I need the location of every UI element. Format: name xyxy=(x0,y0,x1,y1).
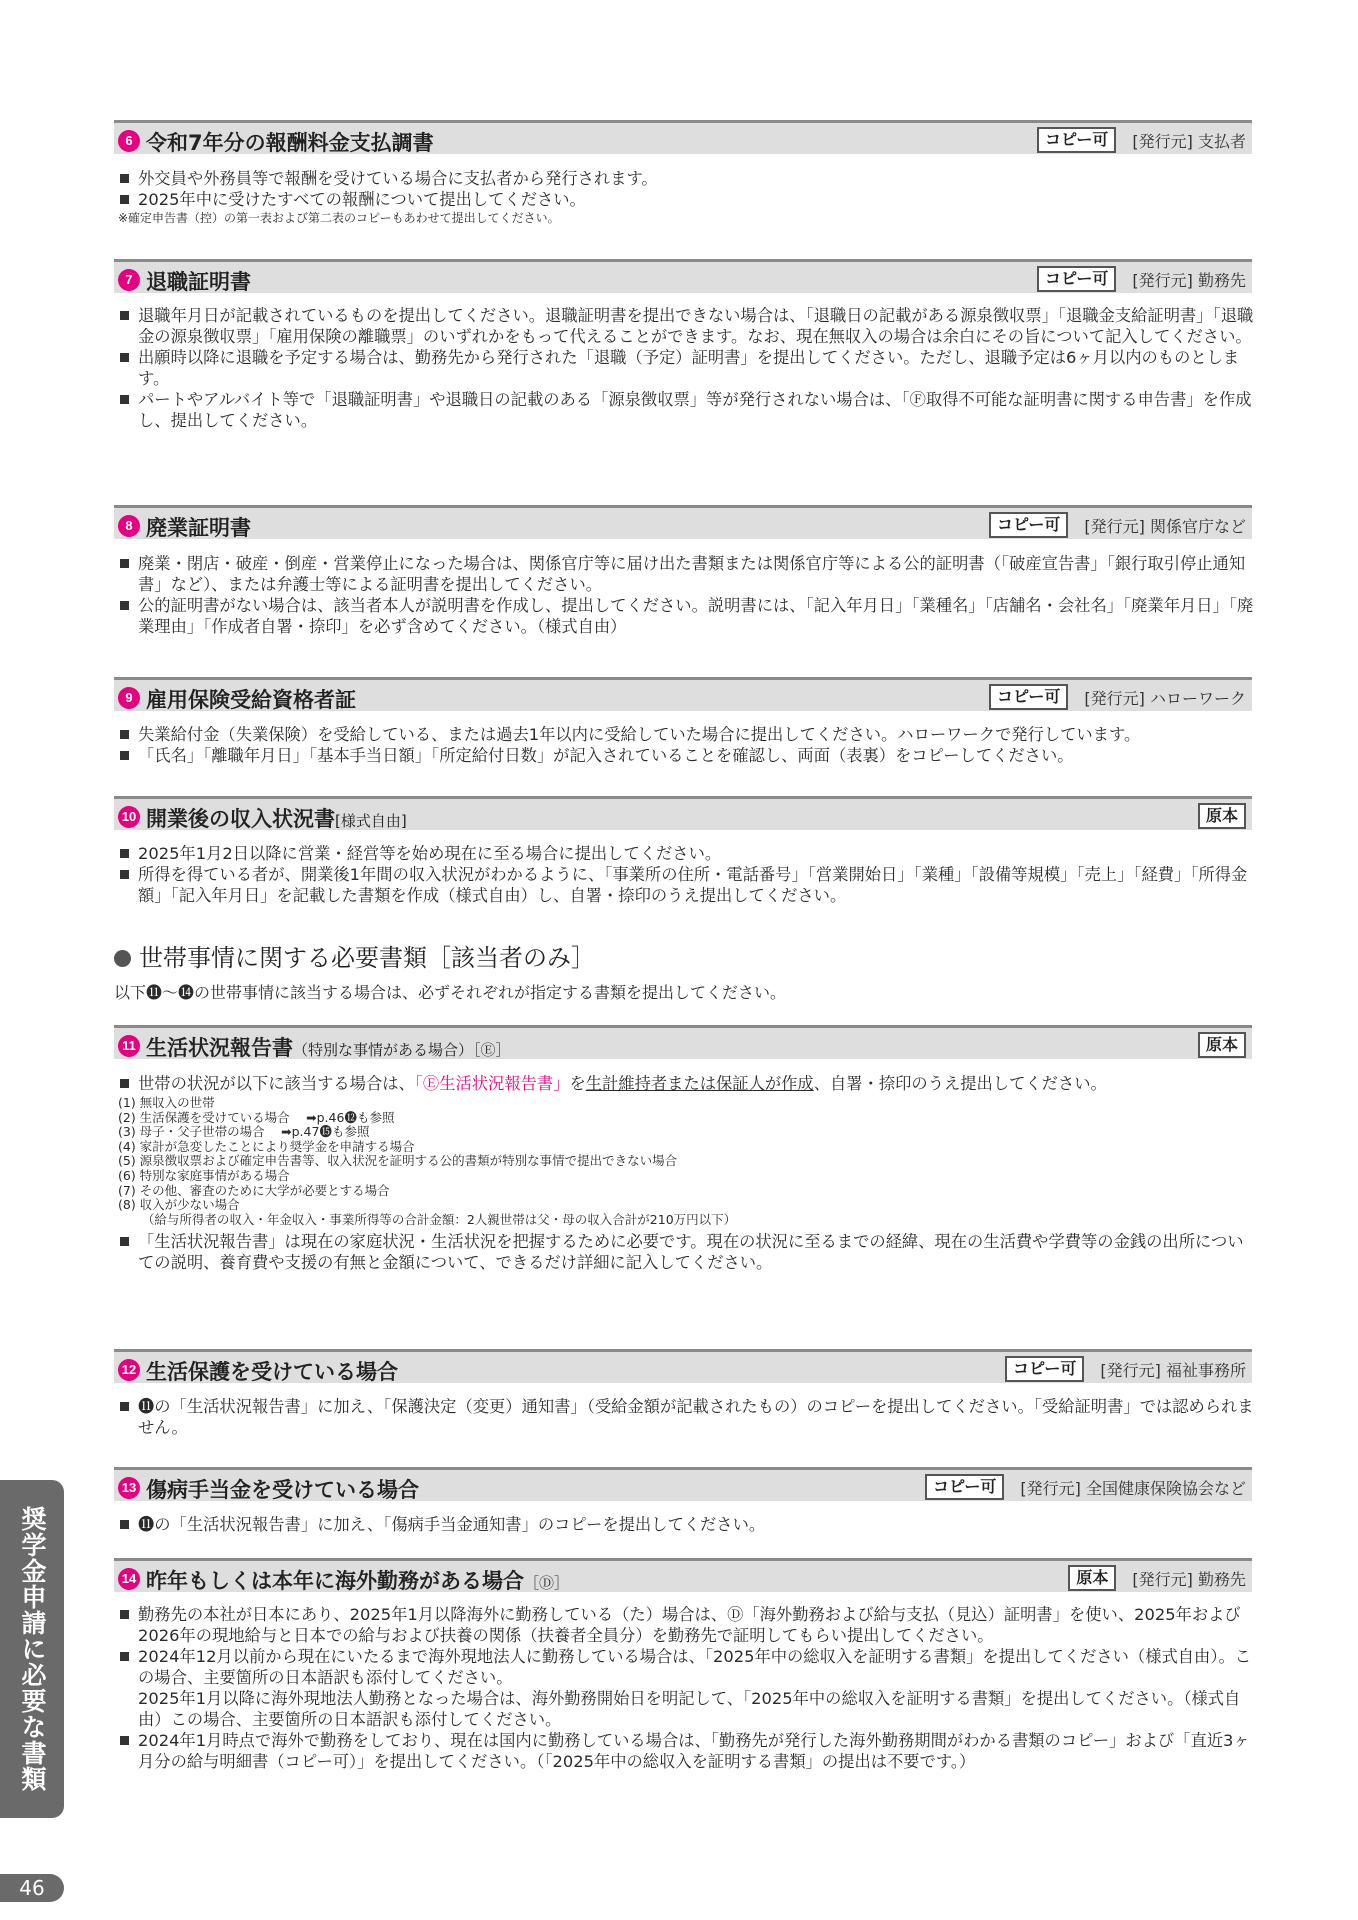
section-7-body xyxy=(118,305,1258,431)
section-title xyxy=(146,803,407,833)
section-9-body xyxy=(118,724,1258,766)
text: 、自署・捺印のうえ提出してください。 xyxy=(813,1074,1107,1093)
issuer-label: [発行元] 勤務先 xyxy=(1132,1569,1246,1589)
title-text: 生活状況報告書 xyxy=(146,1036,293,1060)
section-number: 13 xyxy=(118,1477,140,1499)
title-text: 昨年もしくは本年に海外勤務がある場合 xyxy=(146,1569,524,1593)
copy-ok-badge: コピー可 xyxy=(925,1474,1004,1500)
section-12-body xyxy=(118,1396,1258,1438)
underlined-text: 生計維持者または保証人が作成 xyxy=(585,1074,814,1093)
issuer-label: [発行元] 全国健康保険協会など xyxy=(1020,1478,1246,1498)
section-title: 退職証明書 xyxy=(146,270,251,294)
issuer-label: [発行元] 勤務先 xyxy=(1132,270,1246,290)
condition-item: (6) 特別な家庭事情がある場合 xyxy=(118,1167,290,1183)
bullet-item: 2024年12月以前から現在にいたるまで海外現地法人に勤務している場合は、「2025年中の総収入を証明する書類」を提出してください（様式自由）。この場合、主要箇所の日本語訳も添付してください。 xyxy=(118,1646,1258,1688)
bullet-item: 廃業・閉店・破産・倒産・営業停止になった場合は、関係官庁等に届け出た書類または関係官庁等による公的証明書（「破産宣告書」「銀行取引停止通知書」など）、または弁護士等による証明書を提出してください。 xyxy=(118,553,1258,595)
bullet-item: ⓫の「生活状況報告書」に加え、「傷病手当金通知書」のコピーを提出してください。 xyxy=(118,1514,1258,1535)
section-number: 10 xyxy=(118,806,140,828)
section-number: 8 xyxy=(118,515,140,537)
bullet-item: 2024年1月時点で海外で勤務をしており、現在は国内に勤務している場合は、「勤務先が発行した海外勤務期間がわかる書類のコピー」および「直近3ヶ月分の給与明細書（コピー可）」を提出してください。（「2025年中の総収入を証明する書類」の提出は不要です。） xyxy=(118,1730,1258,1772)
section-6-body xyxy=(118,168,1258,226)
original-badge: 原本 xyxy=(1068,1565,1116,1591)
bullet-item xyxy=(118,1073,1258,1094)
section-number: 12 xyxy=(118,1359,140,1381)
condition-item: (2) 生活保護を受けている場合 ➡p.46⓬も参照 xyxy=(118,1109,395,1125)
condition-item: (1) 無収入の世帯 xyxy=(118,1095,215,1110)
bullet-item: 所得を得ている者が、開業後1年間の収入状況がわかるように、「事業所の住所・電話番号」「営業開始日」「業種」「設備等規模」「売上」「経費」「所得金額」「記入年月日」を記載した書類を作成（様式自由）し、自署・捺印のうえ提出してください。 xyxy=(118,864,1258,906)
section-9-header xyxy=(114,677,1252,711)
section-title: 生活保護を受けている場合 xyxy=(146,1360,398,1384)
issuer-label: [発行元] 関係官庁など xyxy=(1084,516,1246,536)
bullet-continuation: 2025年1月以降に海外現地法人勤務となった場合は、海外勤務開始日を明記して、「2025年中の総収入を証明する書類」を提出してください。（様式自由）この場合、主要箇所の日本語訳も添付してください。 xyxy=(138,1689,1241,1729)
bullet-item: パートやアルバイト等で「退職証明書」や退職日の記載のある「源泉徴収票」等が発行されない場合は、「Ⓕ取得不可能な証明書に関する申告書」を作成し、提出してください。 xyxy=(118,389,1258,431)
section-11-header xyxy=(114,1025,1252,1059)
copy-ok-badge: コピー可 xyxy=(989,512,1068,538)
section-title: 廃業証明書 xyxy=(146,516,251,540)
section-7-header xyxy=(114,259,1252,293)
copy-ok-badge: コピー可 xyxy=(1037,127,1116,153)
text: 世帯の状況が以下に該当する場合は、 xyxy=(138,1074,415,1093)
title-subtext: [様式自由] xyxy=(335,812,407,830)
issuer-label: [発行元] 福祉事務所 xyxy=(1100,1360,1246,1380)
section-8-header xyxy=(114,505,1252,539)
page-number: 46 xyxy=(0,1874,64,1902)
section-10-header xyxy=(114,796,1252,830)
section-14-body xyxy=(118,1604,1258,1772)
section-13-header xyxy=(114,1467,1252,1501)
copy-ok-badge: コピー可 xyxy=(1037,266,1116,292)
condition-item: (5) 源泉徴収票および確定申告書等、収入状況を証明する公的書類が特別な事情で提出できない場合 xyxy=(118,1153,678,1169)
original-badge: 原本 xyxy=(1198,803,1246,829)
chapter-side-tab: 奨学金申請に必要な書類 xyxy=(0,1480,64,1818)
bullet-item: 「氏名」「離職年月日」「基本手当日額」「所定給付日数」が記入されていることを確認し、両面（表裏）をコピーしてください。 xyxy=(118,745,1258,766)
issuer-label: [発行元] ハローワーク xyxy=(1084,688,1246,708)
section-number: 11 xyxy=(118,1035,140,1057)
title-text: 開業後の収入状況書 xyxy=(146,807,335,831)
section-title xyxy=(146,1032,511,1062)
form-e-reference: 「Ⓔ生活状況報告書」 xyxy=(414,1074,570,1093)
condition-item: (7) その他、審査のために大学が必要とする場合 xyxy=(118,1182,390,1198)
heading-text: 世帯事情に関する必要書類［該当者のみ］ xyxy=(139,944,595,972)
household-intro: 以下⓫〜⓮の世帯事情に該当する場合は、必ずそれぞれが指定する書類を提出してください。 xyxy=(114,983,787,1002)
bullet-item: 公的証明書がない場合は、該当者本人が説明書を作成し、提出してください。説明書には、「記入年月日」「業種名」「店舗名・会社名」「廃業年月日」「廃業理由」「作成者自署・捺印」を必ず含めてください。（様式自由） xyxy=(118,595,1258,637)
section-title: 雇用保険受給資格者証 xyxy=(146,688,356,712)
title-subtext: （特別な事情がある場合）［Ⓔ］ xyxy=(293,1041,511,1059)
section-title: 傷病手当金を受けている場合 xyxy=(146,1478,419,1502)
section-11-bullet-2 xyxy=(118,1231,1258,1273)
section-10-body xyxy=(118,843,1258,906)
note: ※確定申告書（控）の第一表および第二表のコピーもあわせて提出してください。 xyxy=(118,211,560,225)
bullet-item: 退職年月日が記載されているものを提出してください。退職証明書を提出できない場合は、「退職日の記載がある源泉徴収票」「退職金支給証明書」「退職金の源泉徴収票」「雇用保険の離職票」のいずれかをもって代えることができます。なお、現在無収入の場合は余白にその旨について記入してください。 xyxy=(118,305,1258,347)
condition-item: （給与所得者の収入・年金収入・事業所得等の合計金額：2人親世帯は父・母の収入合計が210万円以下） xyxy=(118,1211,737,1227)
condition-item: (8) 収入が少ない場合 xyxy=(118,1197,240,1213)
condition-list xyxy=(118,1096,736,1227)
text: を xyxy=(569,1074,586,1093)
bullet-item: 2025年中に受けたすべての報酬について提出してください。 xyxy=(118,189,1258,210)
bullet-item: 「生活状況報告書」は現在の家庭状況・生活状況を把握するために必要です。現在の状況に至るまでの経緯、現在の生活費や学費等の金銭の出所についての説明、養育費や支援の有無と金額について、できるだけ詳細に記入してください。 xyxy=(118,1231,1258,1273)
condition-item: (4) 家計が急変したことにより奨学金を申請する場合 xyxy=(118,1138,415,1154)
section-8-body xyxy=(118,553,1258,637)
bullet-item: ⓫の「生活状況報告書」に加え、「保護決定（変更）通知書」（受給金額が記載されたもの）のコピーを提出してください。「受給証明書」では認められません。 xyxy=(118,1396,1258,1438)
section-number: 6 xyxy=(118,130,140,152)
original-badge: 原本 xyxy=(1198,1032,1246,1058)
bullet-item: 2025年1月2日以降に営業・経営等を始め現在に至る場合に提出してください。 xyxy=(118,843,1258,864)
section-title xyxy=(146,1565,569,1595)
copy-ok-badge: コピー可 xyxy=(989,684,1068,710)
section-12-header xyxy=(114,1349,1252,1383)
section-13-body xyxy=(118,1514,1258,1535)
section-title: 令和7年分の報酬料金支払調書 xyxy=(146,131,434,155)
section-6-header xyxy=(114,120,1252,154)
bullet-item: 外交員や外務員等で報酬を受けている場合に支払者から発行されます。 xyxy=(118,168,1258,189)
copy-ok-badge: コピー可 xyxy=(1005,1356,1084,1382)
section-number: 7 xyxy=(118,269,140,291)
condition-item: (3) 母子・父子世帯の場合 ➡p.47⓯も参照 xyxy=(118,1124,370,1140)
section-11-bullet-1 xyxy=(118,1073,1258,1094)
issuer-label: [発行元] 支払者 xyxy=(1132,131,1246,151)
bullet-item: 失業給付金（失業保険）を受給している、または過去1年以内に受給していた場合に提出してください。ハローワークで発行しています。 xyxy=(118,724,1258,745)
bullet-item: 勤務先の本社が日本にあり、2025年1月以降海外に勤務している（た）場合は、Ⓓ「海外勤務および給与支払（見込）証明書」を使い、2025年および2026年の現地給与と日本での給与および扶養の関係（扶養者全員分）を勤務先で証明してもらい提出してください。 xyxy=(118,1604,1258,1646)
bullet-item: 出願時以降に退職を予定する場合は、勤務先から発行された「退職（予定）証明書」を提出してください。ただし、退職予定は6ヶ月以内のものとします。 xyxy=(118,347,1258,389)
section-number: 9 xyxy=(118,687,140,709)
title-subtext: ［Ⓓ］ xyxy=(524,1574,570,1592)
bullet-dot-icon xyxy=(114,950,131,967)
section-14-header xyxy=(114,1558,1252,1592)
section-number: 14 xyxy=(118,1568,140,1590)
household-heading xyxy=(114,938,595,973)
